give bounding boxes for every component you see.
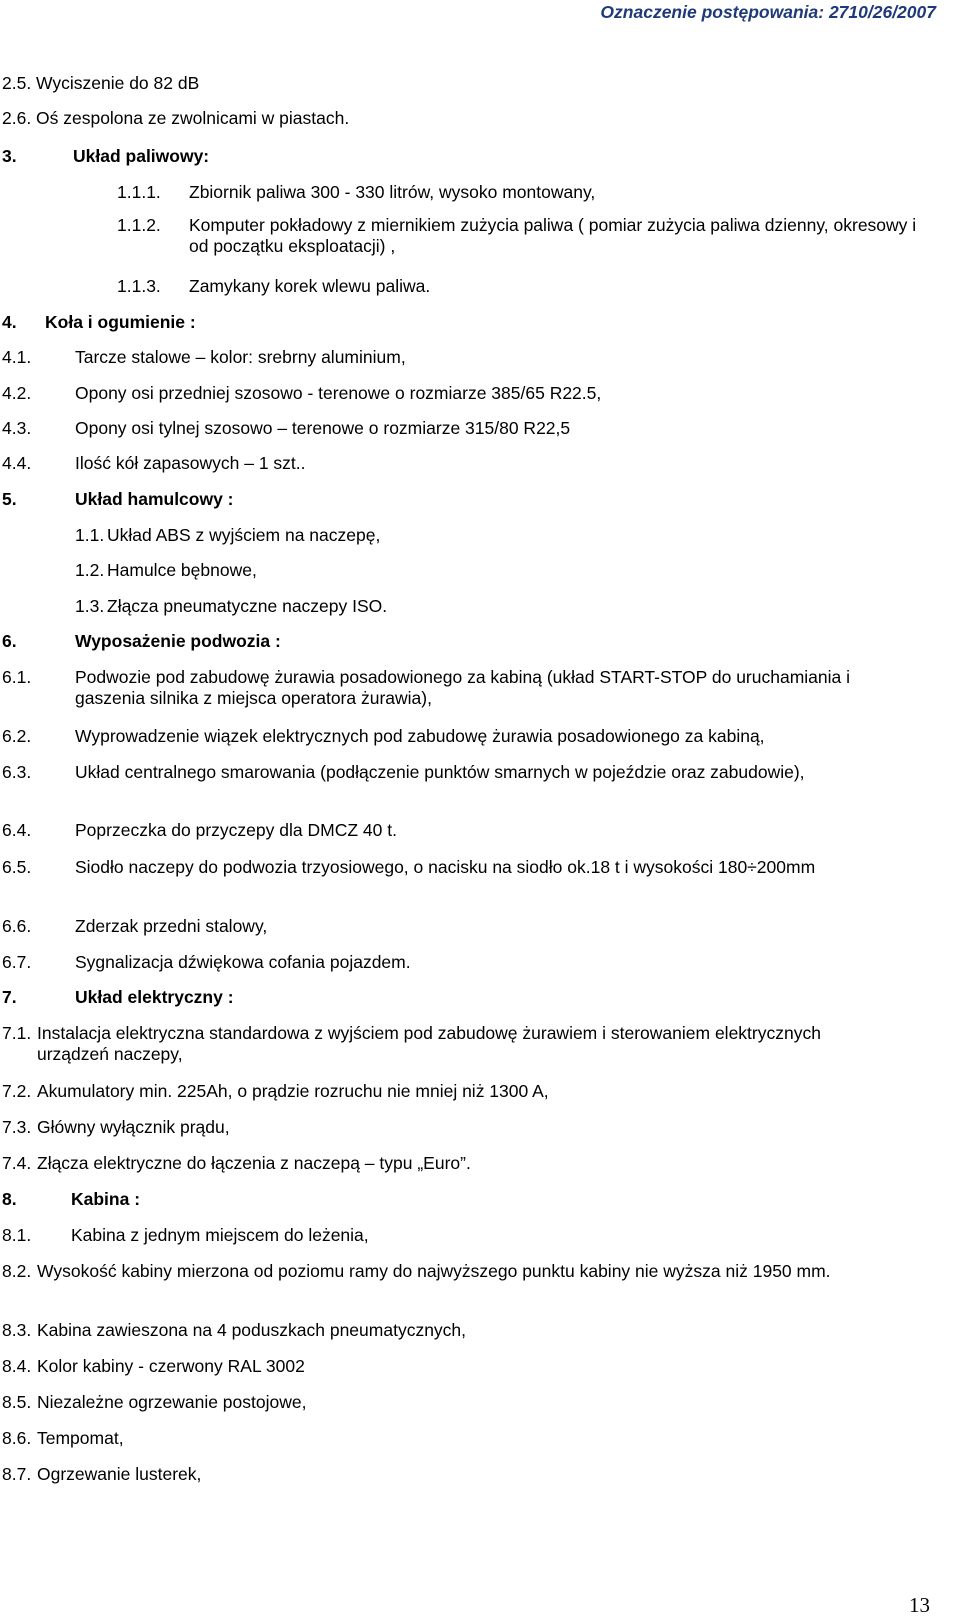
section-title: Kabina : xyxy=(71,1189,141,1209)
item-number: 7.4. xyxy=(2,1153,32,1173)
item-number: 8.2. xyxy=(2,1261,32,1281)
section-number: 6. xyxy=(2,631,17,651)
item-number: 8.6. xyxy=(2,1428,32,1448)
item-text: Wyciszenie do 82 dB xyxy=(36,73,200,93)
item-number: 6.1. xyxy=(2,667,32,687)
item-text: Wyprowadzenie wiązek elektrycznych pod zabudowę żurawia posadowionego za kabiną, xyxy=(75,726,765,746)
item-text: Opony osi przedniej szosowo - terenowe o rozmiarze 385/65 R22.5, xyxy=(75,383,602,403)
item-number: 6.3. xyxy=(2,762,32,782)
section-title: Układ hamulcowy : xyxy=(75,489,234,509)
item-number: 7.2. xyxy=(2,1081,32,1101)
item-number: 8.5. xyxy=(2,1392,32,1412)
item-text: Opony osi tylnej szosowo – terenowe o rozmiarze 315/80 R22,5 xyxy=(75,418,571,438)
item-number: 1.1. xyxy=(75,525,105,545)
item-number: 2.6. xyxy=(2,108,32,128)
item-number: 1.1.1. xyxy=(117,182,161,202)
item-text: Zderzak przedni stalowy, xyxy=(75,916,268,936)
item-number: 1.2. xyxy=(75,560,105,580)
item-text: Niezależne ogrzewanie postojowe, xyxy=(37,1392,307,1412)
item-number: 1.1.2. xyxy=(117,215,161,235)
section-title: Układ paliwowy: xyxy=(73,146,210,166)
section-number: 3. xyxy=(2,146,17,166)
item-number: 4.4. xyxy=(2,453,32,473)
item-number: 7.3. xyxy=(2,1117,32,1137)
item-number: 6.7. xyxy=(2,952,32,972)
section-number: 7. xyxy=(2,987,17,1007)
item-number: 2.5. xyxy=(2,73,32,93)
item-number: 8.4. xyxy=(2,1356,32,1376)
item-number: 1.3. xyxy=(75,596,105,616)
item-number: 4.2. xyxy=(2,383,32,403)
section-title: Wyposażenie podwozia : xyxy=(75,631,281,651)
item-text: Instalacja elektryczna standardowa z wyjściem pod zabudowę żurawiem i sterowaniem elektrycznych urządzeń naczepy, xyxy=(37,1023,821,1064)
item-text: Podwozie pod zabudowę żurawia posadowionego za kabiną (układ START-STOP do uruchamiania i gaszenia silnika z miejsca operatora żurawia), xyxy=(75,667,850,708)
item-text: Kabina z jednym miejscem do leżenia, xyxy=(71,1225,369,1245)
item-text: Poprzeczka do przyczepy dla DMCZ 40 t. xyxy=(75,820,397,840)
item-text: Tarcze stalowe – kolor: srebrny aluminium, xyxy=(75,347,406,367)
item-text: Zamykany korek wlewu paliwa. xyxy=(189,276,431,296)
item-text: Sygnalizacja dźwiękowa cofania pojazdem. xyxy=(75,952,411,972)
item-number: 6.5. xyxy=(2,857,32,877)
section-number: 5. xyxy=(2,489,17,509)
item-text: Kolor kabiny - czerwony RAL 3002 xyxy=(37,1356,305,1376)
item-text: Tempomat, xyxy=(37,1428,124,1448)
item-text: Wysokość kabiny mierzona od poziomu ramy do najwyższego punktu kabiny nie wyższa niż 1950 mm. xyxy=(37,1261,831,1281)
item-number: 8.3. xyxy=(2,1320,32,1340)
item-number: 8.7. xyxy=(2,1464,32,1484)
item-number: 4.3. xyxy=(2,418,32,438)
case-number-header: Oznaczenie postępowania: 2710/26/2007 xyxy=(600,2,936,22)
item-number: 8.1. xyxy=(2,1225,32,1245)
item-text: Oś zespolona ze zwolnicami w piastach. xyxy=(36,108,350,128)
item-number: 6.2. xyxy=(2,726,32,746)
section-title: Koła i ogumienie : xyxy=(45,312,196,332)
item-text: Siodło naczepy do podwozia trzyosiowego, o nacisku na siodło ok.18 t i wysokości 180÷200mm xyxy=(75,857,816,877)
item-text: Ilość kół zapasowych – 1 szt.. xyxy=(75,453,306,473)
page-number: 13 xyxy=(909,1593,930,1617)
item-number: 4.1. xyxy=(2,347,32,367)
item-number: 6.6. xyxy=(2,916,32,936)
item-text: Kabina zawieszona na 4 poduszkach pneumatycznych, xyxy=(37,1320,467,1340)
item-text: Złącza pneumatyczne naczepy ISO. xyxy=(107,596,388,616)
section-number: 8. xyxy=(2,1189,17,1209)
item-text: Główny wyłącznik prądu, xyxy=(37,1117,230,1137)
item-text: Komputer pokładowy z miernikiem zużycia paliwa ( pomiar zużycia paliwa dzienny, okresowy i od początku eksploatacji) , xyxy=(189,215,917,256)
section-number: 4. xyxy=(2,312,17,332)
item-number: 1.1.3. xyxy=(117,276,161,296)
item-text: Akumulatory min. 225Ah, o prądzie rozruchu nie mniej niż 1300 A, xyxy=(37,1081,549,1101)
section-title: Układ elektryczny : xyxy=(75,987,234,1007)
item-text: Układ centralnego smarowania (podłączenie punktów smarnych w pojeździe oraz zabudowie), xyxy=(75,762,805,782)
item-number: 7.1. xyxy=(2,1023,32,1043)
item-text: Hamulce bębnowe, xyxy=(107,560,257,580)
item-text: Złącza elektryczne do łączenia z naczepą – typu „Euro”. xyxy=(37,1153,471,1173)
item-text: Zbiornik paliwa 300 - 330 litrów, wysoko montowany, xyxy=(189,182,596,202)
item-number: 6.4. xyxy=(2,820,32,840)
item-text: Układ ABS z wyjściem na naczepę, xyxy=(107,525,381,545)
item-text: Ogrzewanie lusterek, xyxy=(37,1464,202,1484)
